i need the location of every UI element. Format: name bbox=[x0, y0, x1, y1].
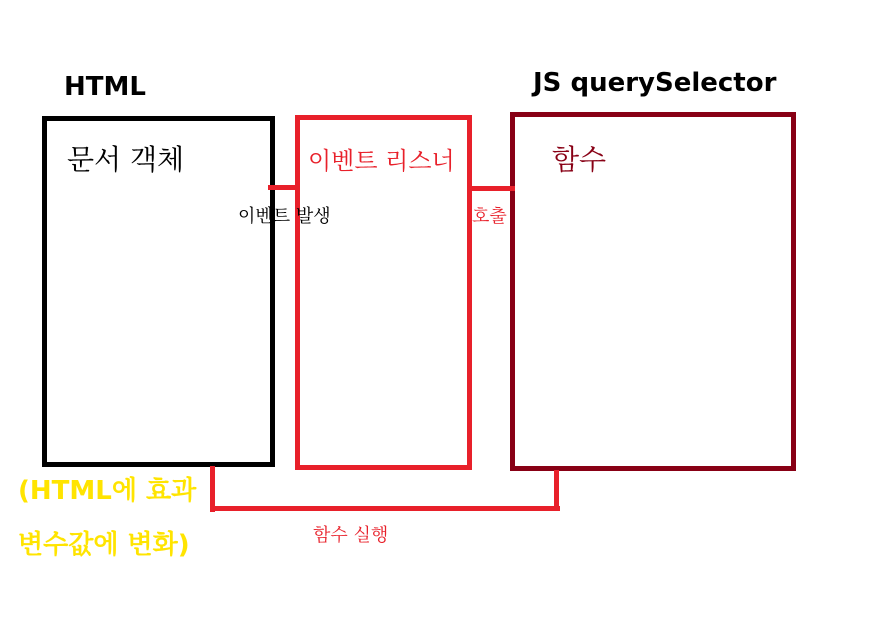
call-connector-line bbox=[467, 186, 515, 191]
exec-connector-right-vertical bbox=[554, 470, 559, 511]
function-exec-label: 함수 실행 bbox=[313, 525, 389, 546]
document-object-label: 문서 객체 bbox=[67, 143, 185, 176]
call-label: 호출 bbox=[472, 206, 507, 227]
exec-connector-horizontal bbox=[210, 506, 560, 511]
effect-note-line2: 변수값에 변화) bbox=[18, 530, 190, 560]
function-label: 함수 bbox=[552, 143, 607, 176]
event-connector-line bbox=[268, 185, 298, 190]
effect-note-line1: (HTML에 효과 bbox=[18, 476, 197, 506]
event-fired-label: 이벤트 발생 bbox=[238, 206, 331, 227]
html-title: HTML bbox=[64, 72, 146, 102]
js-queryselector-title: JS querySelector bbox=[533, 68, 777, 98]
event-listener-label: 이벤트 리스너 bbox=[308, 147, 455, 175]
